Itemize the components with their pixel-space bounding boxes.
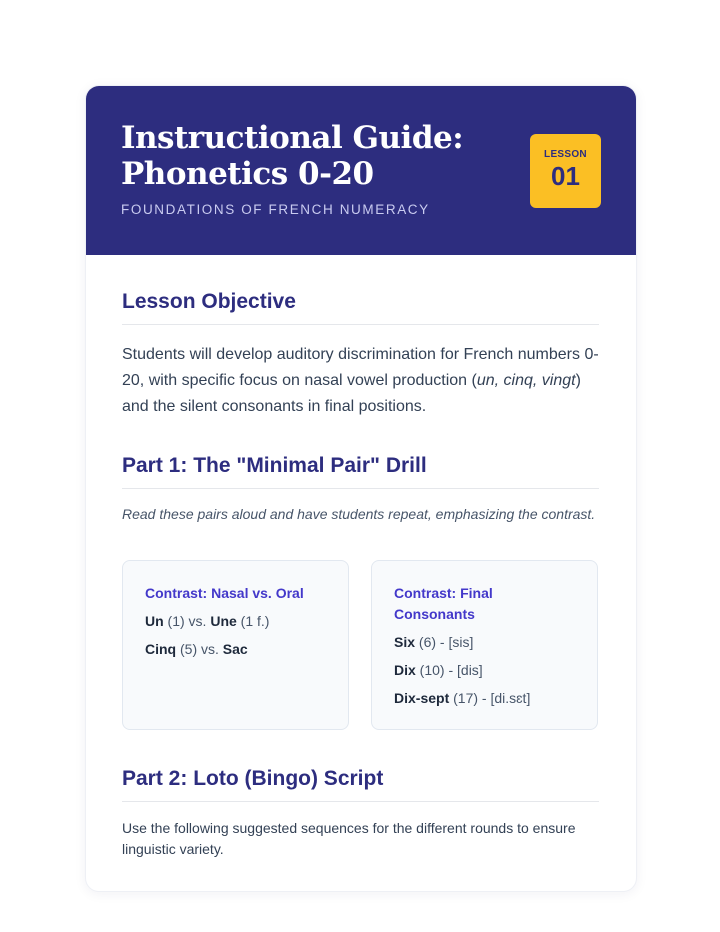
lesson-badge — [530, 134, 601, 208]
contrast-word: Cinq — [145, 641, 177, 657]
contrast-word: Dix — [394, 662, 416, 678]
page-subtitle: FOUNDATIONS OF FRENCH NUMERACY — [121, 202, 430, 217]
page-title — [121, 120, 501, 192]
title-line-1: Instructional Guide: — [121, 120, 464, 156]
contrast-row — [145, 639, 328, 659]
part1-intro: Read these pairs aloud and have students repeat, emphasizing the contrast. — [122, 506, 596, 522]
contrast-row — [394, 688, 577, 708]
lesson-badge-label: LESSON — [544, 149, 587, 160]
lesson-header — [86, 86, 636, 255]
contrast-note: (6) - [sis] — [415, 634, 474, 650]
contrast-word: Une — [210, 613, 237, 629]
objective-nasal-examples: un, cinq, vingt — [476, 372, 576, 389]
contrast-note: (10) - [dis] — [415, 662, 483, 678]
objective-text-end: ) and the silent consonants in final positions. — [122, 372, 581, 415]
contrast-row — [394, 632, 577, 652]
contrast-word: Dix-sept — [394, 690, 450, 706]
objective-text — [122, 342, 599, 420]
contrast-note: (1) vs. — [163, 613, 211, 629]
contrast-row — [145, 611, 328, 631]
contrast-box-title: Contrast: Nasal vs. Oral — [145, 585, 304, 601]
contrast-note: (17) - [di.sɛt] — [449, 690, 531, 706]
objective-text-start: Students will develop auditory discrimination for French numbers 0-20, with specific focus on nasal vowel production ( — [122, 346, 599, 389]
part2-heading: Part 2: Loto (Bingo) Script — [122, 767, 599, 802]
contrast-box-nasal-oral — [122, 560, 349, 730]
title-line-2: Phonetics 0-20 — [121, 156, 374, 192]
objective-heading: Lesson Objective — [122, 290, 599, 325]
contrast-note: (1 f.) — [236, 613, 270, 629]
part1-heading: Part 1: The "Minimal Pair" Drill — [122, 454, 599, 489]
contrast-word: Sac — [222, 641, 248, 657]
contrast-word: Six — [394, 634, 416, 650]
part2-intro: Use the following suggested sequences for the different rounds to ensure linguistic variety. — [122, 820, 576, 857]
contrast-box-final-consonants — [371, 560, 598, 730]
contrast-word: Un — [145, 613, 164, 629]
contrast-box-title: Contrast: Final Consonants — [394, 585, 493, 622]
contrast-row — [394, 660, 577, 680]
lesson-badge-number: 01 — [551, 161, 580, 191]
lesson-card — [85, 85, 637, 892]
contrast-note: (5) vs. — [176, 641, 223, 657]
